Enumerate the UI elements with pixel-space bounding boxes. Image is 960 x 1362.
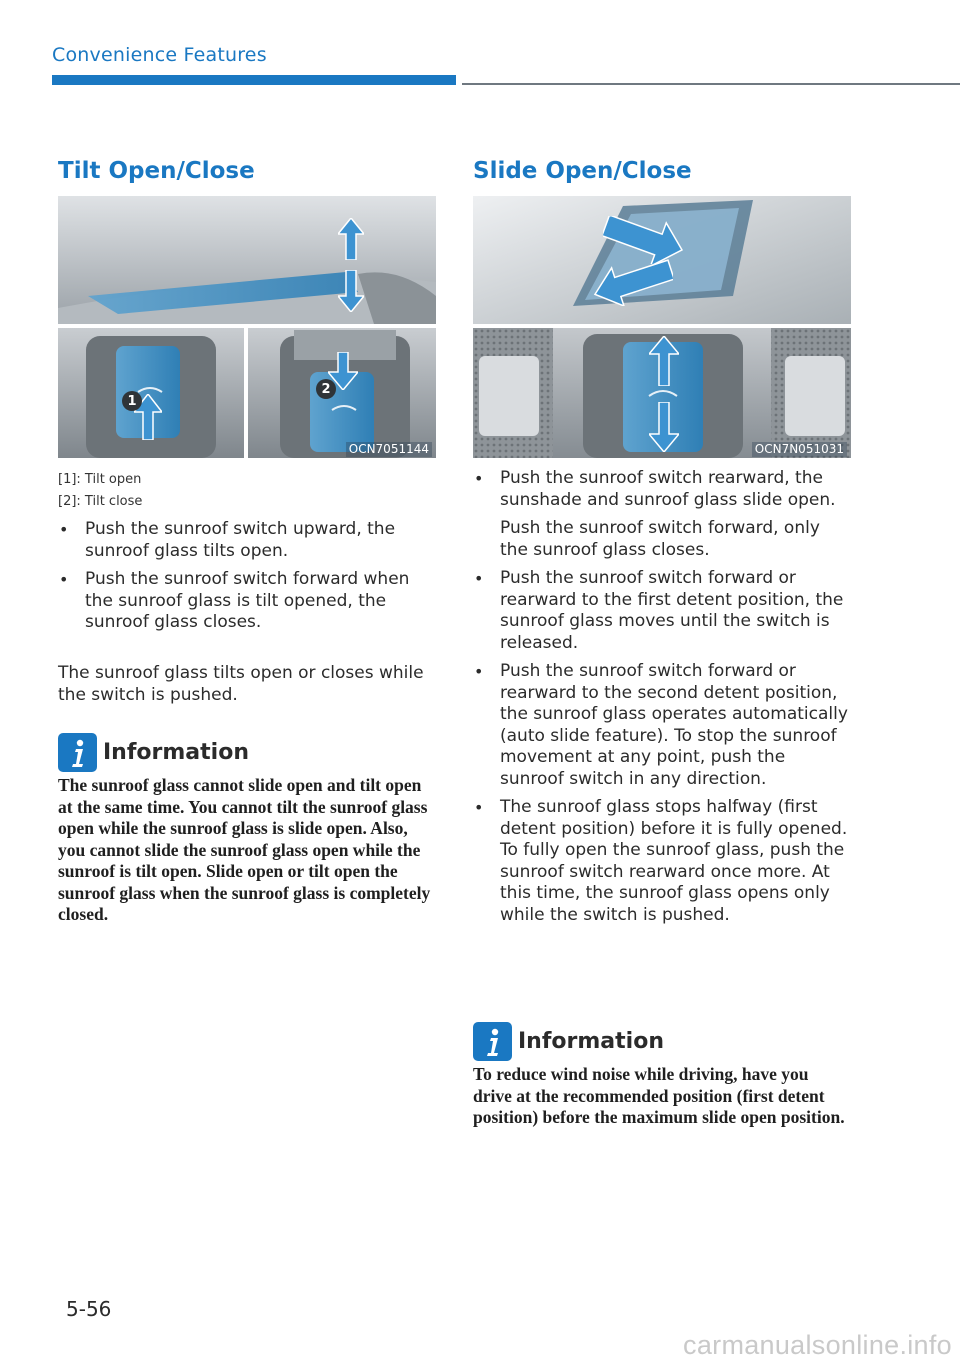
list-item [473, 468, 851, 561]
arrow-down-icon [649, 402, 679, 452]
list-item-text: The sunroof glass stops halfway (first detent position) before it is fully opened. To fully open the sunroof glass, push the sunroof switch rearward once more. At this time, the sunroof glass opens only while the switch is pushed. [500, 797, 848, 925]
list-item-subtext: Push the sunroof switch forward, only the sunroof glass closes. [500, 518, 820, 560]
arrow-rearward-icon [603, 216, 683, 264]
info-label: Information [103, 740, 249, 765]
header-rule [462, 83, 960, 85]
header-bar [52, 75, 456, 85]
list-item: • Push the sunroof switch upward, the sunroof glass tilts open. [58, 519, 436, 562]
marker-2: 2 [316, 379, 336, 399]
section-title-slide: Slide Open/Close [473, 158, 692, 184]
info-text: The sunroof glass cannot slide open and tilt open at the same time. You cannot tilt the sunroof glass open while the sunroof glass is slide open. Also, you cannot slide the sunroof glass open while the sunroof is tilt open. Slide open or tilt open the sunroof glass when the sunroof glass is completely closed. [58, 775, 431, 924]
figure-code: OCN7051144 [346, 442, 432, 457]
list-item-text: Push the sunroof switch forward or rearward to the second detent position, the sunroof glass operates automatically (auto slide feature). To stop the sunroof movement at any point, push the sunroof switch in any direction. [500, 661, 848, 789]
tilt-paragraph: The sunroof glass tilts open or closes while the switch is pushed. [58, 663, 424, 705]
arrow-up-icon [338, 218, 364, 260]
figure-code: OCN7N051031 [752, 442, 847, 457]
arrow-down-icon [338, 270, 364, 312]
info-heading [58, 733, 249, 772]
info-text: To reduce wind noise while driving, have you drive at the recommended position (first detent position) before the maximum slide open position. [473, 1064, 845, 1127]
slide-figure [473, 196, 851, 458]
caption-tilt-open: [1]: Tilt open [58, 472, 142, 487]
list-item [473, 797, 851, 926]
caption-tilt-close: [2]: Tilt close [58, 494, 143, 509]
tilt-figure [58, 196, 436, 458]
page-number: 5-56 [66, 1297, 112, 1321]
watermark: carmanualsonline.info [683, 1330, 952, 1360]
list-item-text: Push the sunroof switch rearward, the sunshade and sunroof glass slide open. [500, 468, 836, 510]
tilt-illustration [58, 196, 436, 458]
info-icon [473, 1022, 512, 1061]
marker-1: 1 [122, 391, 142, 411]
tilt-bullet-list [58, 519, 436, 641]
info-label: Information [518, 1029, 664, 1054]
info-icon [58, 733, 97, 772]
arrow-up-icon [649, 336, 679, 386]
section-title-tilt: Tilt Open/Close [58, 158, 255, 184]
header-title: Convenience Features [52, 44, 267, 66]
list-item [473, 568, 851, 654]
list-item [473, 661, 851, 790]
info-heading [473, 1022, 664, 1061]
list-item-text: Push the sunroof switch forward or rearward to the first detent position, the sunroof glass moves until the switch is released. [500, 568, 844, 653]
list-item: • Push the sunroof switch forward when the sunroof glass is tilt opened, the sunroof glass closes. [58, 569, 436, 634]
slide-bullet-list [473, 468, 851, 933]
arrow-forward-icon [593, 258, 673, 306]
